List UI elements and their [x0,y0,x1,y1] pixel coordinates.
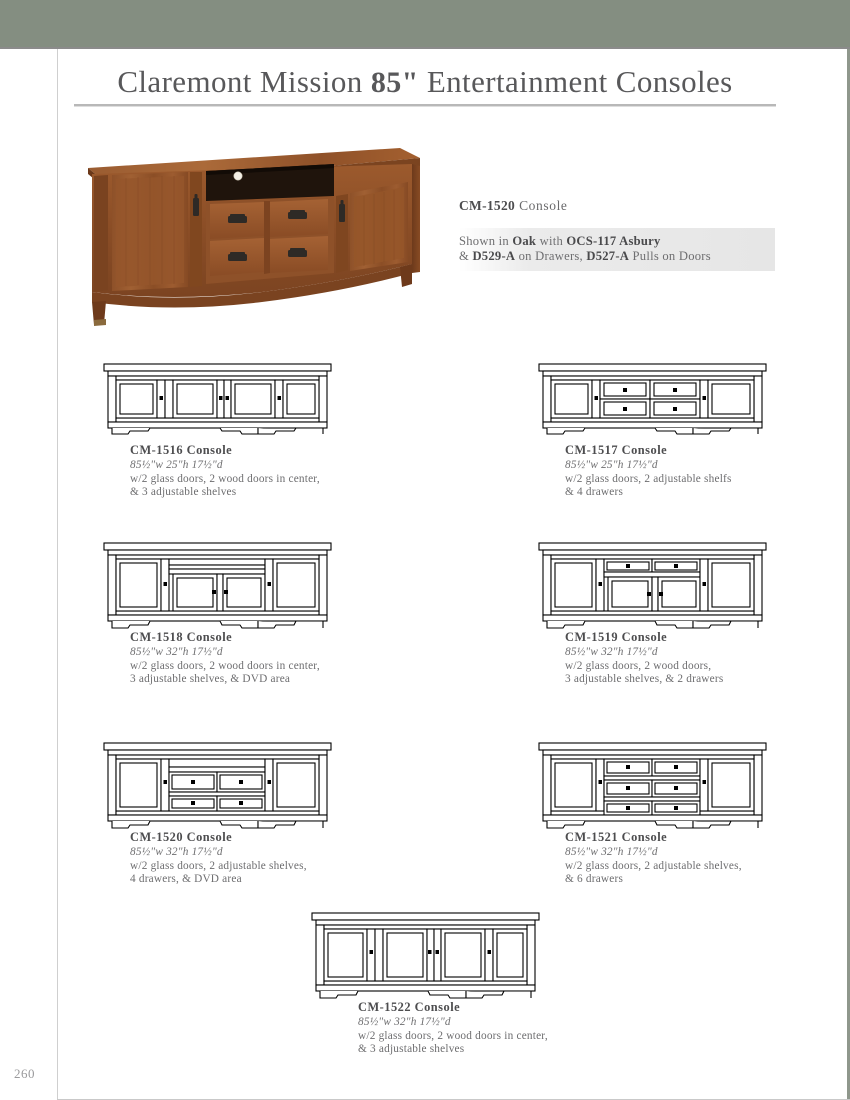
dimensions: 85½"w 32"h 17½"d [565,646,658,658]
dimensions: 85½"w 32"h 17½"d [358,1016,451,1028]
page-title-post: Entertainment Consoles [418,64,733,99]
line-drawing-cm-1522 [308,908,543,1001]
description-line-1: w/2 glass doors, 2 wood doors, [565,659,712,672]
page-number: 260 [14,1066,35,1081]
product-cm-1516 [100,358,345,499]
description-line-2: 4 drawers, & DVD area [130,873,242,886]
header-band [0,0,850,47]
drawer-hardware-label: on Drawers, [515,249,587,263]
finish-code: OCS-117 Asbury [566,234,661,248]
page-title-size: 85" [370,66,419,99]
caption-cm-1520 [130,830,307,887]
caption-cm-1517 [565,443,732,500]
drawer-hardware-code: D529-A [472,249,516,263]
description-line-2: 3 adjustable shelves, & DVD area [130,673,291,686]
header-band-rule [0,47,850,49]
description-line-1: w/2 glass doors, 2 adjustable shelfs [565,472,732,485]
description-line-1: w/2 glass doors, 2 adjustable shelves, [130,859,307,872]
shown-in-prefix: Shown in [459,234,513,248]
dimensions: 85½"w 32"h 17½"d [130,646,223,658]
description-line-1: w/2 glass doors, 2 wood doors in center, [358,1029,548,1042]
title-divider [74,104,776,106]
page-left-rule [57,49,58,1100]
caption-cm-1519 [565,630,723,687]
product-cm-1519 [535,538,780,686]
line-drawing-cm-1520 [100,738,335,831]
description-line-1: w/2 glass doors, 2 wood doors in center, [130,472,320,485]
description-line-1: w/2 glass doors, 2 wood doors in center, [130,659,320,672]
caption-cm-1518 [130,630,320,687]
product-cm-1518 [100,538,345,686]
dimensions: 85½"w 32"h 17½"d [130,846,223,858]
description-line-2: & 6 drawers [565,873,624,886]
hardware-amp: & [459,249,473,263]
description-line-2: 3 adjustable shelves, & 2 drawers [565,673,724,686]
product-cm-1517 [535,358,780,499]
hero-model-number: CM-1520 [459,198,516,213]
model-name: CM-1521 Console [565,830,668,844]
line-drawing-cm-1516 [100,358,335,436]
hero-finish-callout [459,228,775,271]
product-cm-1521 [535,738,780,886]
dimensions: 85½"w 25"h 17½"d [130,459,223,471]
description-line-2: & 3 adjustable shelves [130,486,237,499]
model-name: CM-1516 Console [130,443,233,457]
line-drawing-cm-1517 [535,358,770,436]
hero-caption [459,198,789,263]
description-line-1: w/2 glass doors, 2 adjustable shelves, [565,859,742,872]
page-title [0,64,850,100]
description-line-2: & 3 adjustable shelves [358,1043,465,1056]
line-drawing-cm-1519 [535,538,770,631]
description-line-2: & 4 drawers [565,486,624,499]
dimensions: 85½"w 32"h 17½"d [565,846,658,858]
hero-model-suffix: Console [515,198,568,213]
wood-species: Oak [512,234,537,248]
model-name: CM-1522 Console [358,1000,461,1014]
hero-finish-line-2 [459,249,775,264]
model-name: CM-1517 Console [565,443,668,457]
dimensions: 85½"w 25"h 17½"d [565,459,658,471]
caption-cm-1516 [130,443,320,500]
model-name: CM-1520 Console [130,830,233,844]
model-name: CM-1519 Console [565,630,668,644]
hero-model-line [459,198,789,214]
caption-cm-1521 [565,830,742,887]
hero-product-photo [82,142,422,327]
page-title-pre: Claremont Mission [117,64,371,99]
model-name: CM-1518 Console [130,630,233,644]
product-cm-1520 [100,738,345,886]
product-cm-1522 [308,908,553,1056]
shown-in-with: with [536,234,567,248]
line-drawing-cm-1521 [535,738,770,831]
hero-finish-line-1 [459,234,775,249]
line-drawing-cm-1518 [100,538,335,631]
caption-cm-1522 [358,1000,548,1057]
door-hardware-label: Pulls on Doors [629,249,711,263]
door-hardware-code: D527-A [586,249,630,263]
